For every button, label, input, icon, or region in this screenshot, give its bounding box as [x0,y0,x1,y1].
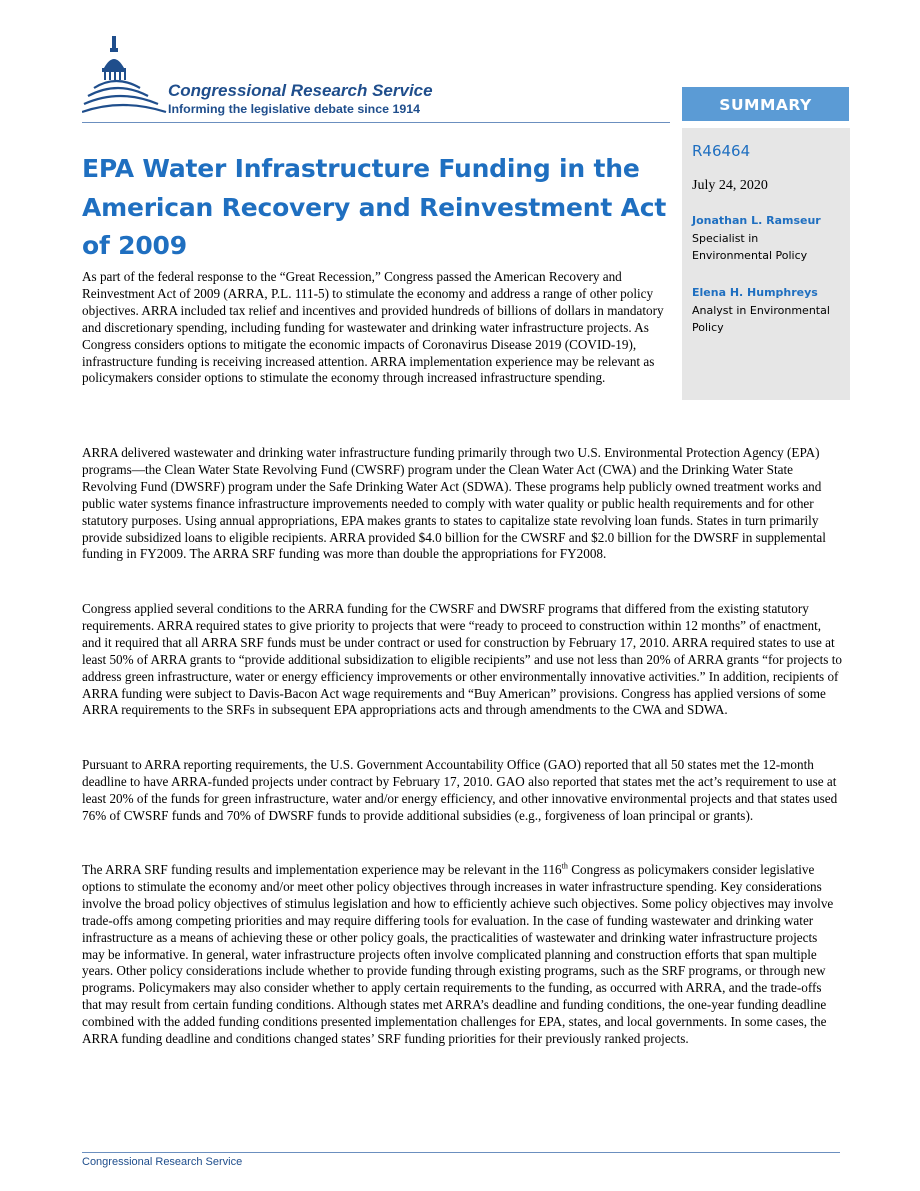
org-tagline: Informing the legislative debate since 1914 [168,102,421,116]
summary-paragraph [82,862,842,1048]
paragraph-text: The ARRA SRF funding results and implementation experience may be relevant in the 116 [82,862,562,877]
report-number: R46464 [692,142,751,160]
author-title: Analyst in Environmental Policy [692,304,830,334]
summary-paragraph: ARRA delivered wastewater and drinking water infrastructure funding primarily through two U.S. Environmental Protection Agency (EPA) programs—the Clean Water State Revolving Fund (CWSRF) program under the Clean Water Act (CWA) and the Drinking Water State Revolving Fund (DWSRF) program under the Safe Drinking Water Act (SDWA). These programs help publicly owned treatment works and public water systems finance infrastructure improvements needed to comply with water quality or public health requirements and for other statutory purposes. Using annual appropriations, EPA makes grants to states to capitalize state revolving loan funds. States in turn primarily provide subsidized loans to eligible recipients. ARRA provided $4.0 billion for the CWSRF and $2.0 billion for the DWSRF in supplemental funding in FY2009. The ARRA SRF funding was more than double the appropriations for FY2008. [82,445,826,562]
author-name[interactable]: Elena H. Humphreys [692,286,818,299]
author-name[interactable]: Jonathan L. Ramseur [692,214,821,227]
summary-tab: SUMMARY [682,87,849,121]
header-divider [82,122,670,123]
author-block [692,286,840,336]
crs-logo [82,34,482,122]
org-name: Congressional Research Service [168,81,433,100]
author-title: Specialist in Environmental Policy [692,232,808,262]
ordinal-suffix: th [561,861,568,871]
report-title: EPA Water Infrastructure Funding in the American Recovery and Reinvestment Act of 2009 [82,154,667,260]
report-date: July 24, 2020 [692,178,768,193]
report-info-sidebar [682,128,850,400]
capitol-dome-icon [82,34,168,122]
summary-paragraph: As part of the federal response to the “Great Recession,” Congress passed the American Recovery and Reinvestment Act of 2009 (ARRA, P.L. 111-5) to stimulate the economy and address a range of other policy objectives. ARRA included tax relief and incentives and provided hundreds of billions of dollars in mandatory and discretionary spending, including funding for wastewater and drinking water infrastructure projects. As Congress considers options to mitigate the economic impacts of Coronavirus Disease 2019 (COVID-19), infrastructure funding is receiving increased attention. ARRA implementation experience may be relevant as policymakers consider options to stimulate the economy through increased infrastructure spending. [82,269,664,386]
footer-org-name: Congressional Research Service [82,1156,243,1168]
summary-paragraph: Pursuant to ARRA reporting requirements, the U.S. Government Accountability Office (GAO) reported that all 50 states met the 12-month deadline to have ARRA-funded projects under contract by February 17, 2010. GAO also reported that states met the act’s requirement to use at least 20% of the funds for green infrastructure, water and/or energy efficiency, and other innovative environmental projects and that states used 76% of CWSRF funds and 70% of DWSRF funds to provide additional subsidies (e.g., forgiveness of loan principal or grants). [82,757,838,823]
footer-divider [82,1152,840,1153]
paragraph-text: Congress as policymakers consider legislative options to stimulate the economy and/or meet other policy objectives through increases in water infrastructure spending. Key considerations involve the broad policy objectives of stimulus legislation and how to efficiently achieve such objectives. Some policy objectives may involve trade-offs among competing priorities and may require differing tools for evaluation. In the case of funding wastewater and drinking water infrastructure as a means of achieving these or other policy goals, the practicalities of wastewater and drinking water infrastructure projects may be informative. In general, water infrastructure projects often involve complicated planning and construction efforts that span multiple years. Other policy considerations include whether to provide funding through existing programs, such as the SRF programs, or through new programs. Policymakers may also consider whether to apply certain requirements to the funding, as occurred with ARRA, and the trade-offs that may result from certain funding conditions. Although states met ARRA’s deadline and funding conditions, the one-year funding deadline combined with the added funding conditions presented implementation challenges for EPA, states, and local governments. In some cases, the ARRA funding deadline and conditions changed states’ SRF funding priorities for their previously ranked projects. [82,862,834,1047]
author-block [692,214,840,264]
summary-paragraph: Congress applied several conditions to the ARRA funding for the CWSRF and DWSRF programs that differed from the existing statutory requirements. ARRA required states to give priority to projects that were “ready to proceed to construction within 12 months” of enactment, and it required that all ARRA SRF funds must be under contract or used for construction by February 17, 2010. ARRA required states to use at least 50% of ARRA grants to “provide additional subsidization to eligible recipients” and use not less than 20% of ARRA grants “for projects to address green infrastructure, water or energy efficiency improvements or other environmentally innovative activities.” In addition, recipients of ARRA funding were subject to Davis-Bacon Act wage requirements and “Buy American” provisions. Congress has applied versions of some ARRA requirements to the SRFs in subsequent EPA appropriations acts and through amendments to the CWA and SDWA. [82,601,842,718]
